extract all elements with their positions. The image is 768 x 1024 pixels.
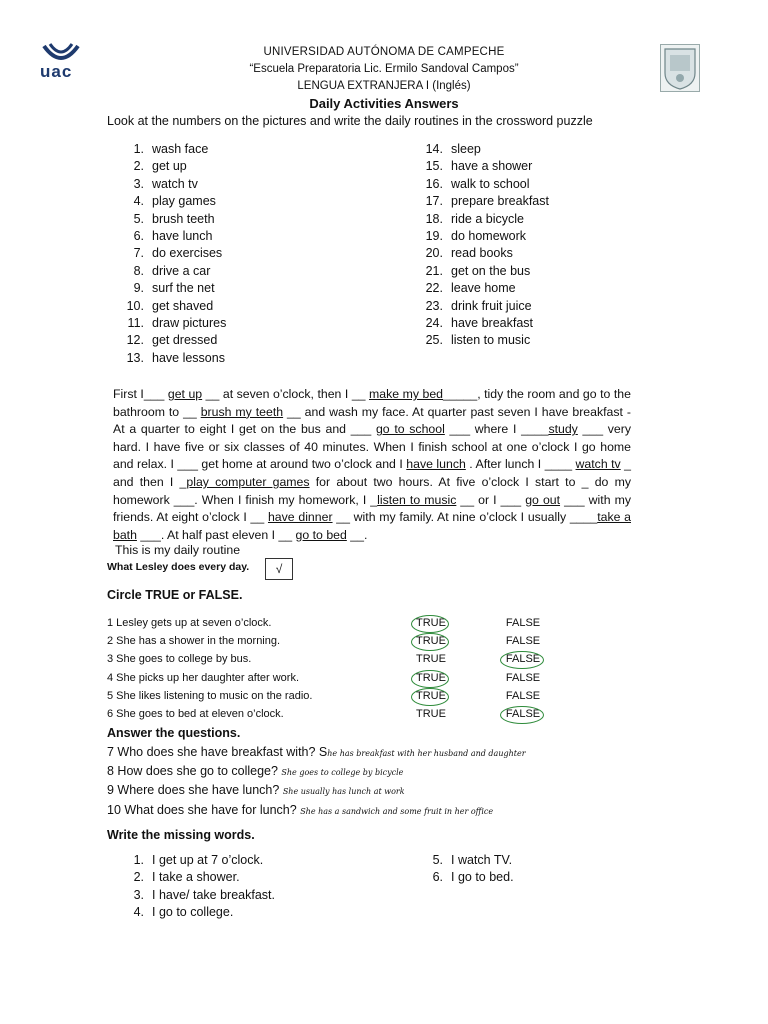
tf-row — [107, 633, 667, 651]
tf-question: 5 She likes listening to music on the radio. — [107, 689, 313, 702]
answer-blank: take a bath — [113, 510, 631, 542]
item-text: do homework — [451, 228, 527, 243]
tf-row — [107, 670, 667, 688]
item-number: 13. — [126, 350, 144, 365]
paragraph-text: __ and wash my face. At quarter past seven I have breakfast - At a quarter to eight I get on the bus and ___ — [113, 404, 631, 437]
item-text: do exercises — [152, 246, 223, 261]
item-number: 25. — [425, 333, 443, 348]
item-text: walk to school — [451, 176, 530, 191]
paragraph-text: __. — [346, 527, 368, 542]
item-number: 3. — [133, 176, 144, 191]
item-number: 5. — [133, 211, 144, 226]
question-text: 9 Where does she have lunch? — [107, 783, 283, 798]
paragraph-text: First I___ — [113, 387, 168, 401]
activity-item — [417, 228, 549, 245]
item-text: I go to college. — [152, 905, 234, 920]
item-text: I take a shower. — [152, 870, 240, 885]
answer-text: She goes to college by bicycle — [281, 768, 404, 778]
item-number: 24. — [425, 315, 443, 330]
item-number: 21. — [425, 263, 443, 278]
activity-item — [417, 332, 549, 349]
logo-text: uac — [40, 62, 73, 81]
activity-item — [118, 228, 226, 245]
item-number: 6. — [432, 870, 443, 885]
item-number: 4. — [133, 905, 144, 920]
activities-list-left — [118, 141, 226, 367]
answer-circle — [411, 688, 449, 706]
item-number: 2. — [133, 159, 144, 174]
activity-item — [118, 245, 226, 262]
question-text: 10 What does she have for lunch? — [107, 802, 301, 817]
item-number: 22. — [425, 281, 443, 296]
item-number: 5. — [432, 853, 443, 867]
answer-blank: go out — [525, 492, 561, 507]
item-number: 9. — [133, 281, 144, 296]
missing-word-item — [118, 887, 275, 904]
item-text: read books — [451, 246, 513, 261]
activity-item — [118, 176, 226, 193]
activity-item — [118, 315, 226, 332]
activity-item — [118, 263, 226, 280]
answer-blank: brush my teeth — [200, 404, 284, 419]
activity-item — [118, 350, 226, 367]
true-option: TRUE — [416, 689, 446, 702]
paragraph-text: ___ with my friends. At eight o’clock I __ — [113, 492, 631, 525]
activity-item — [118, 141, 226, 158]
item-text: have lunch — [152, 228, 213, 243]
question-text: 7 Who does she have breakfast with? S — [107, 745, 328, 759]
item-number: 12. — [126, 333, 144, 348]
false-option: FALSE — [505, 653, 541, 666]
item-number: 2. — [133, 870, 144, 885]
activity-item — [417, 298, 549, 315]
paragraph-text: . After lunch I ____ — [465, 457, 576, 472]
answer-circle — [500, 706, 544, 724]
item-text: get dressed — [152, 333, 218, 348]
item-text: drink fruit juice — [451, 298, 532, 313]
tf-row — [107, 688, 667, 706]
true-option: TRUE — [416, 617, 446, 629]
item-number: 15. — [425, 159, 443, 174]
item-number: 14. — [425, 142, 443, 156]
item-text: I have/ take breakfast. — [152, 887, 275, 902]
true-option: TRUE — [416, 671, 446, 684]
answer-blank: go to school — [375, 422, 445, 437]
activity-item — [417, 263, 549, 280]
item-number: 11. — [127, 315, 144, 330]
missing-list-right — [417, 852, 514, 887]
item-number: 3. — [133, 887, 144, 902]
item-text: I get up at 7 o’clock. — [152, 853, 264, 867]
answer-blank: go to bed — [295, 527, 347, 542]
answer-text: She has a sandwich and some fruit in her office — [300, 806, 494, 816]
answer-circle — [500, 651, 544, 669]
activities-list-right — [417, 141, 549, 350]
activity-item — [417, 141, 549, 158]
answer-text: She usually has lunch at work — [282, 787, 405, 797]
university-name: UNIVERSIDAD AUTÓNOMA DE CAMPECHE — [263, 46, 505, 58]
true-option: TRUE — [416, 708, 446, 720]
tf-question: 4 She picks up her daughter after work. — [107, 671, 299, 684]
answer-blank: play computer games — [186, 474, 310, 489]
item-number: 7. — [133, 246, 144, 261]
item-number: 20. — [425, 246, 443, 261]
paragraph-text: _____, tidy the room and go to the bathroom to __ — [113, 387, 631, 419]
answer-blank: watch tv — [575, 457, 621, 472]
item-number: 19. — [425, 228, 443, 243]
qa-row — [107, 783, 405, 797]
answer-blank: have dinner — [267, 510, 333, 525]
item-text: have breakfast — [451, 315, 533, 330]
check-mark-box: √ — [265, 558, 293, 580]
item-text: have a shower — [451, 159, 533, 174]
item-number: 18. — [425, 211, 443, 226]
item-text: get on the bus — [451, 263, 531, 278]
answer-blank: make my bed — [369, 387, 444, 401]
item-text: listen to music — [451, 333, 531, 348]
item-text: wash face — [152, 142, 209, 156]
answer-text: he has breakfast with her husband and daughter — [327, 749, 526, 758]
routine-line: This is my daily routine — [115, 543, 241, 557]
tf-heading: Circle TRUE or FALSE. — [107, 588, 243, 602]
item-number: 6. — [133, 228, 144, 243]
activity-item — [417, 193, 549, 210]
item-text: draw pictures — [152, 315, 227, 330]
item-text: play games — [152, 194, 216, 209]
tf-row — [107, 651, 667, 669]
item-text: I watch TV. — [451, 853, 513, 867]
item-text: get up — [152, 159, 187, 174]
activity-item — [118, 280, 226, 297]
item-text: brush teeth — [152, 211, 215, 226]
item-text: have lessons — [152, 350, 225, 365]
item-number: 1. — [133, 142, 144, 156]
item-number: 16. — [425, 176, 443, 191]
paragraph-text: __ or I ___ — [456, 492, 526, 507]
missing-heading: Write the missing words. — [107, 828, 255, 842]
answer-blank: study — [548, 422, 578, 437]
activity-item — [118, 211, 226, 228]
false-option: FALSE — [505, 671, 541, 684]
missing-word-item — [417, 852, 514, 869]
tf-question: 2 She has a shower in the morning. — [107, 635, 281, 648]
false-option: FALSE — [505, 635, 541, 648]
activity-item — [118, 193, 226, 210]
item-number: 1. — [133, 853, 144, 867]
tf-question: 1 Lesley gets up at seven o’clock. — [107, 617, 272, 629]
missing-word-item — [417, 869, 514, 886]
activity-item — [417, 280, 549, 297]
item-text: ride a bicycle — [451, 211, 524, 226]
question-text: 8 How does she go to college? — [107, 764, 282, 779]
tf-row — [107, 706, 667, 724]
qa-row — [107, 745, 526, 759]
paragraph-text: ___ where I ____ — [444, 422, 549, 437]
item-number: 10. — [126, 298, 144, 313]
item-number: 4. — [133, 194, 144, 209]
false-option: FALSE — [505, 708, 541, 720]
answer-circle — [411, 633, 449, 651]
activity-item — [417, 176, 549, 193]
false-option: FALSE — [505, 689, 541, 702]
paragraph-text: __ with my family. At nine o’clock I usually ____ — [332, 510, 598, 525]
qa-row — [107, 803, 493, 817]
item-number: 8. — [133, 263, 144, 278]
true-option: TRUE — [416, 635, 446, 648]
paragraph-text: ___ very hard. I have five or six classes of 40 minutes. When I finish school at one o’clock I go home and relax. I ___ get home at around two o’clock and I — [113, 422, 631, 472]
activity-item — [417, 245, 549, 262]
item-text: I go to bed. — [451, 870, 514, 885]
tf-question: 6 She goes to bed at eleven o’clock. — [107, 708, 284, 720]
item-text: get shaved — [152, 298, 214, 313]
item-text: surf the net — [152, 281, 215, 296]
paragraph-text: for about two hours. At five o’clock I start to _ do my homework ___. When I finish my homework, I _ — [113, 474, 631, 507]
activity-item — [417, 158, 549, 175]
item-number: 17. — [425, 194, 443, 209]
true-option: TRUE — [416, 653, 446, 666]
lesley-label: What Lesley does every day. — [107, 561, 250, 573]
activity-item — [118, 332, 226, 349]
missing-word-item — [118, 869, 275, 886]
item-text: watch tv — [152, 176, 198, 191]
paragraph-text: _ and then I _ — [113, 457, 632, 489]
activity-item — [118, 158, 226, 175]
activity-item — [417, 315, 549, 332]
missing-list-left — [118, 852, 275, 922]
answer-blank: listen to music — [377, 492, 457, 507]
qa-heading: Answer the questions. — [107, 726, 241, 740]
tf-row — [107, 615, 667, 633]
paragraph-text: __ at seven o’clock, then I __ — [202, 387, 370, 401]
tf-question: 3 She goes to college by bus. — [107, 653, 252, 666]
item-text: leave home — [451, 281, 516, 296]
page-title: Daily Activities Answers — [309, 96, 459, 111]
false-option: FALSE — [505, 617, 541, 629]
item-text: drive a car — [152, 263, 211, 278]
missing-word-item — [118, 904, 275, 921]
activity-item — [118, 298, 226, 315]
item-number: 23. — [425, 298, 443, 313]
answer-blank: get up — [167, 387, 203, 401]
answer-circle — [411, 615, 449, 633]
course-name: LENGUA EXTRANJERA I (Inglés) — [297, 80, 471, 92]
activity-item — [417, 211, 549, 228]
answer-blank: have lunch — [406, 457, 466, 472]
item-text: sleep — [451, 142, 481, 156]
school-name: “Escuela Preparatoria Lic. Ermilo Sandoval Campos” — [249, 63, 519, 75]
item-text: prepare breakfast — [451, 194, 549, 209]
daily-routine-paragraph — [113, 386, 631, 544]
qa-row — [107, 764, 403, 778]
instructions: Look at the numbers on the pictures and write the daily routines in the crossword puzzle — [107, 114, 593, 128]
answer-circle — [411, 670, 449, 688]
missing-word-item — [118, 852, 275, 869]
paragraph-text: ___. At half past eleven I __ — [136, 527, 296, 542]
